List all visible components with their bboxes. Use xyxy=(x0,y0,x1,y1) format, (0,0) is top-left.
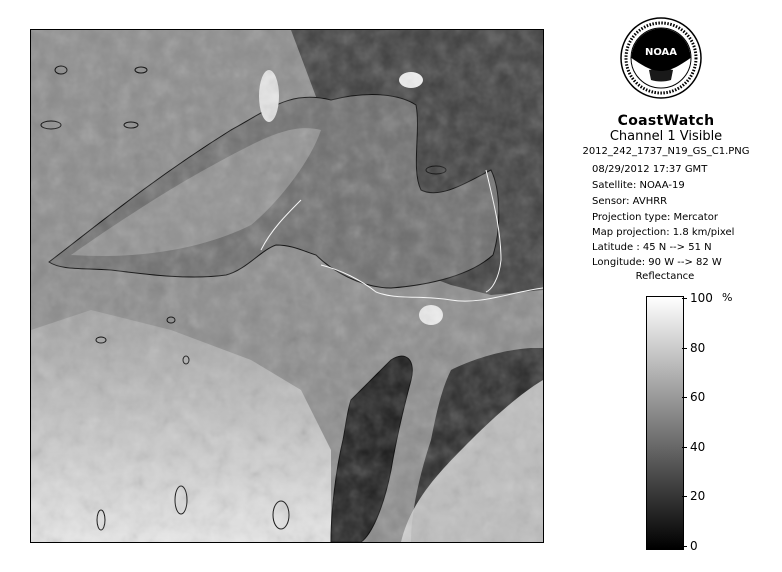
logo-text: NOAA xyxy=(644,47,678,58)
colorbar-tick xyxy=(682,447,687,448)
projection-type-label: Projection type: Mercator xyxy=(592,212,718,223)
image-texture xyxy=(31,30,543,542)
reflectance-map xyxy=(31,30,543,542)
colorbar-tick xyxy=(682,496,687,497)
longitude-range: Longitude: 90 W --> 82 W xyxy=(592,257,722,268)
legend-title: Reflectance xyxy=(635,271,695,282)
colorbar-tick xyxy=(682,397,687,398)
legend-unit: % xyxy=(722,291,733,304)
colorbar-tick-label: 60 xyxy=(690,390,706,405)
colorbar-tick-label: 0 xyxy=(690,539,698,553)
noaa-logo xyxy=(619,16,703,100)
colorbar-tick-label: 80 xyxy=(690,340,706,355)
colorbar-tick-label: 20 xyxy=(690,489,706,504)
latitude-range: Latitude : 45 N --> 51 N xyxy=(592,242,712,253)
colorbar-tick xyxy=(682,348,687,349)
sensor-label: Sensor: AVHRR xyxy=(592,196,668,207)
map-projection-label: Map projection: 1.8 km/pixel xyxy=(592,227,735,238)
channel-label: Channel 1 Visible xyxy=(609,129,723,144)
colorbar-tick xyxy=(682,546,687,547)
colorbar-tick xyxy=(682,298,687,299)
product-title: CoastWatch xyxy=(617,113,715,129)
date-time: 08/29/2012 17:37 GMT xyxy=(592,164,708,175)
reflectance-colorbar xyxy=(646,296,684,550)
colorbar-tick-label: 100 xyxy=(690,291,713,305)
colorbar-tick-label: 40 xyxy=(690,439,706,454)
file-name: 2012_242_1737_N19_GS_C1.PNG xyxy=(582,146,750,157)
satellite-image xyxy=(30,29,544,543)
satellite-label: Satellite: NOAA-19 xyxy=(592,180,685,191)
